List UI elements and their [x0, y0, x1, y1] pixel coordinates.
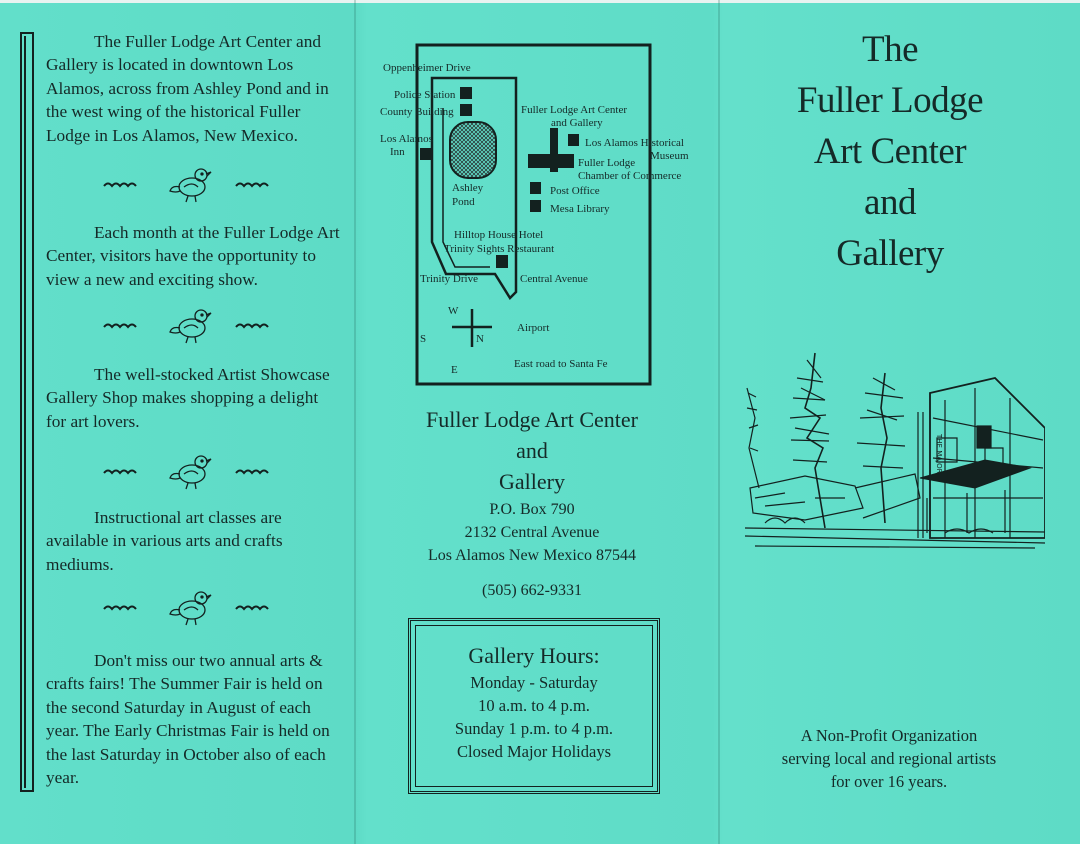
- street-address: 2132 Central Avenue: [464, 524, 600, 541]
- mid-title-line2: and: [516, 438, 548, 463]
- hours-holidays: Closed Major Holidays: [457, 742, 611, 761]
- lodge-sketch-illustration: [745, 348, 1045, 553]
- map-label-museum: Museum: [650, 150, 689, 162]
- bird-divider-icon: [100, 165, 280, 205]
- map-label-fuller-lodge: Fuller Lodge: [578, 157, 636, 169]
- location-map: [380, 42, 689, 387]
- map-label-inn: Inn: [390, 146, 405, 158]
- fold-line-right: [718, 0, 720, 844]
- map-label-art-center: Fuller Lodge Art Center: [521, 104, 628, 116]
- hours-weekday-time: 10 a.m. to 4 p.m.: [478, 696, 590, 715]
- post-office-marker: [530, 182, 541, 194]
- map-label-airport: Airport: [517, 322, 550, 334]
- cover-title-and: and: [864, 182, 916, 223]
- location-paragraph: The Fuller Lodge Art Center and Gallery is located in downtown Los Alamos, across from Ashley Pond and in the west wing of the historical Fuller Lodge in Los Alamos, New Mexico.: [46, 32, 329, 145]
- map-label-central-avenue: Central Avenue: [520, 273, 588, 285]
- nonprofit-line2: serving local and regional artists: [781, 749, 997, 768]
- gallery-hours-box: [408, 618, 660, 794]
- map-label-and-gallery: and Gallery: [551, 117, 603, 129]
- hotel-marker: [496, 255, 508, 268]
- map-label-trinity-drive: Trinity Drive: [420, 273, 478, 285]
- map-label-oppenheimer: Oppenheimer Drive: [383, 62, 471, 74]
- mid-title-line3: Gallery: [499, 469, 565, 494]
- cover-title-art-center: Art Center: [813, 131, 967, 172]
- fairs-paragraph: Don't miss our two annual arts & crafts fairs! The Summer Fair is held on the second Saturday in August of each year. The Early Christmas Fair is held on the last Saturday in October also of each year.: [46, 651, 330, 788]
- map-label-hilltop: Hilltop House Hotel: [454, 229, 544, 241]
- cover-title-fuller-lodge: Fuller Lodge: [796, 80, 984, 121]
- classes-paragraph: Instructional art classes are available in various arts and crafts mediums.: [46, 508, 283, 574]
- county-building-marker: [460, 104, 472, 116]
- city-state-zip: Los Alamos New Mexico 87544: [428, 547, 636, 564]
- mesa-library-marker: [530, 200, 541, 212]
- map-label-los-alamos: Los Alamos: [380, 133, 433, 145]
- phone-number: (505) 662-9331: [482, 582, 582, 599]
- hours-days: Monday - Saturday: [470, 673, 598, 692]
- map-label-ashley: Ashley: [452, 182, 484, 194]
- po-box: P.O. Box 790: [489, 501, 575, 518]
- compass-s: S: [420, 333, 427, 345]
- monthly-show-paragraph: Each month at the Fuller Lodge Art Center, visitors have the opportunity to view a new and exciting show.: [46, 223, 340, 289]
- nonprofit-line1: A Non-Profit Organization: [800, 726, 978, 745]
- compass-e: E: [451, 364, 458, 376]
- paper-edge: [0, 0, 1080, 3]
- left-border-rule-inner: [24, 36, 30, 788]
- cover-title-gallery: Gallery: [836, 233, 944, 274]
- map-label-county: County Building: [380, 106, 454, 118]
- map-label-police: Police Station: [394, 89, 456, 101]
- compass-n: N: [476, 333, 484, 345]
- map-label-chamber: Chamber of Commerce: [578, 170, 682, 182]
- inn-marker: [420, 148, 431, 160]
- svg-text:THE MAJOR: THE MAJOR: [935, 434, 943, 474]
- police-station-marker: [460, 87, 472, 99]
- map-label-east-road: East road to Santa Fe: [514, 358, 608, 370]
- cover-title-the: The: [861, 29, 919, 70]
- fold-line-left: [354, 0, 356, 844]
- hours-title: Gallery Hours:: [468, 643, 600, 668]
- map-label-trinity-sights: Trinity Sights Restaurant: [444, 243, 555, 255]
- compass-w: W: [448, 305, 459, 317]
- bird-divider-icon: [100, 452, 280, 492]
- map-label-post-office: Post Office: [550, 185, 600, 197]
- bird-divider-icon: [100, 588, 280, 628]
- mid-title-line1: Fuller Lodge Art Center: [425, 407, 638, 432]
- nonprofit-line3: for over 16 years.: [830, 772, 948, 791]
- bird-divider-icon: [100, 306, 280, 346]
- hours-sunday: Sunday 1 p.m. to 4 p.m.: [454, 719, 614, 738]
- gallery-shop-paragraph: The well-stocked Artist Showcase Gallery Shop makes shopping a delight for art lovers.: [46, 365, 330, 431]
- map-label-mesa-library: Mesa Library: [550, 203, 610, 215]
- map-label-pond: Pond: [452, 196, 475, 208]
- map-label-historical: Los Alamos Historical: [585, 137, 684, 149]
